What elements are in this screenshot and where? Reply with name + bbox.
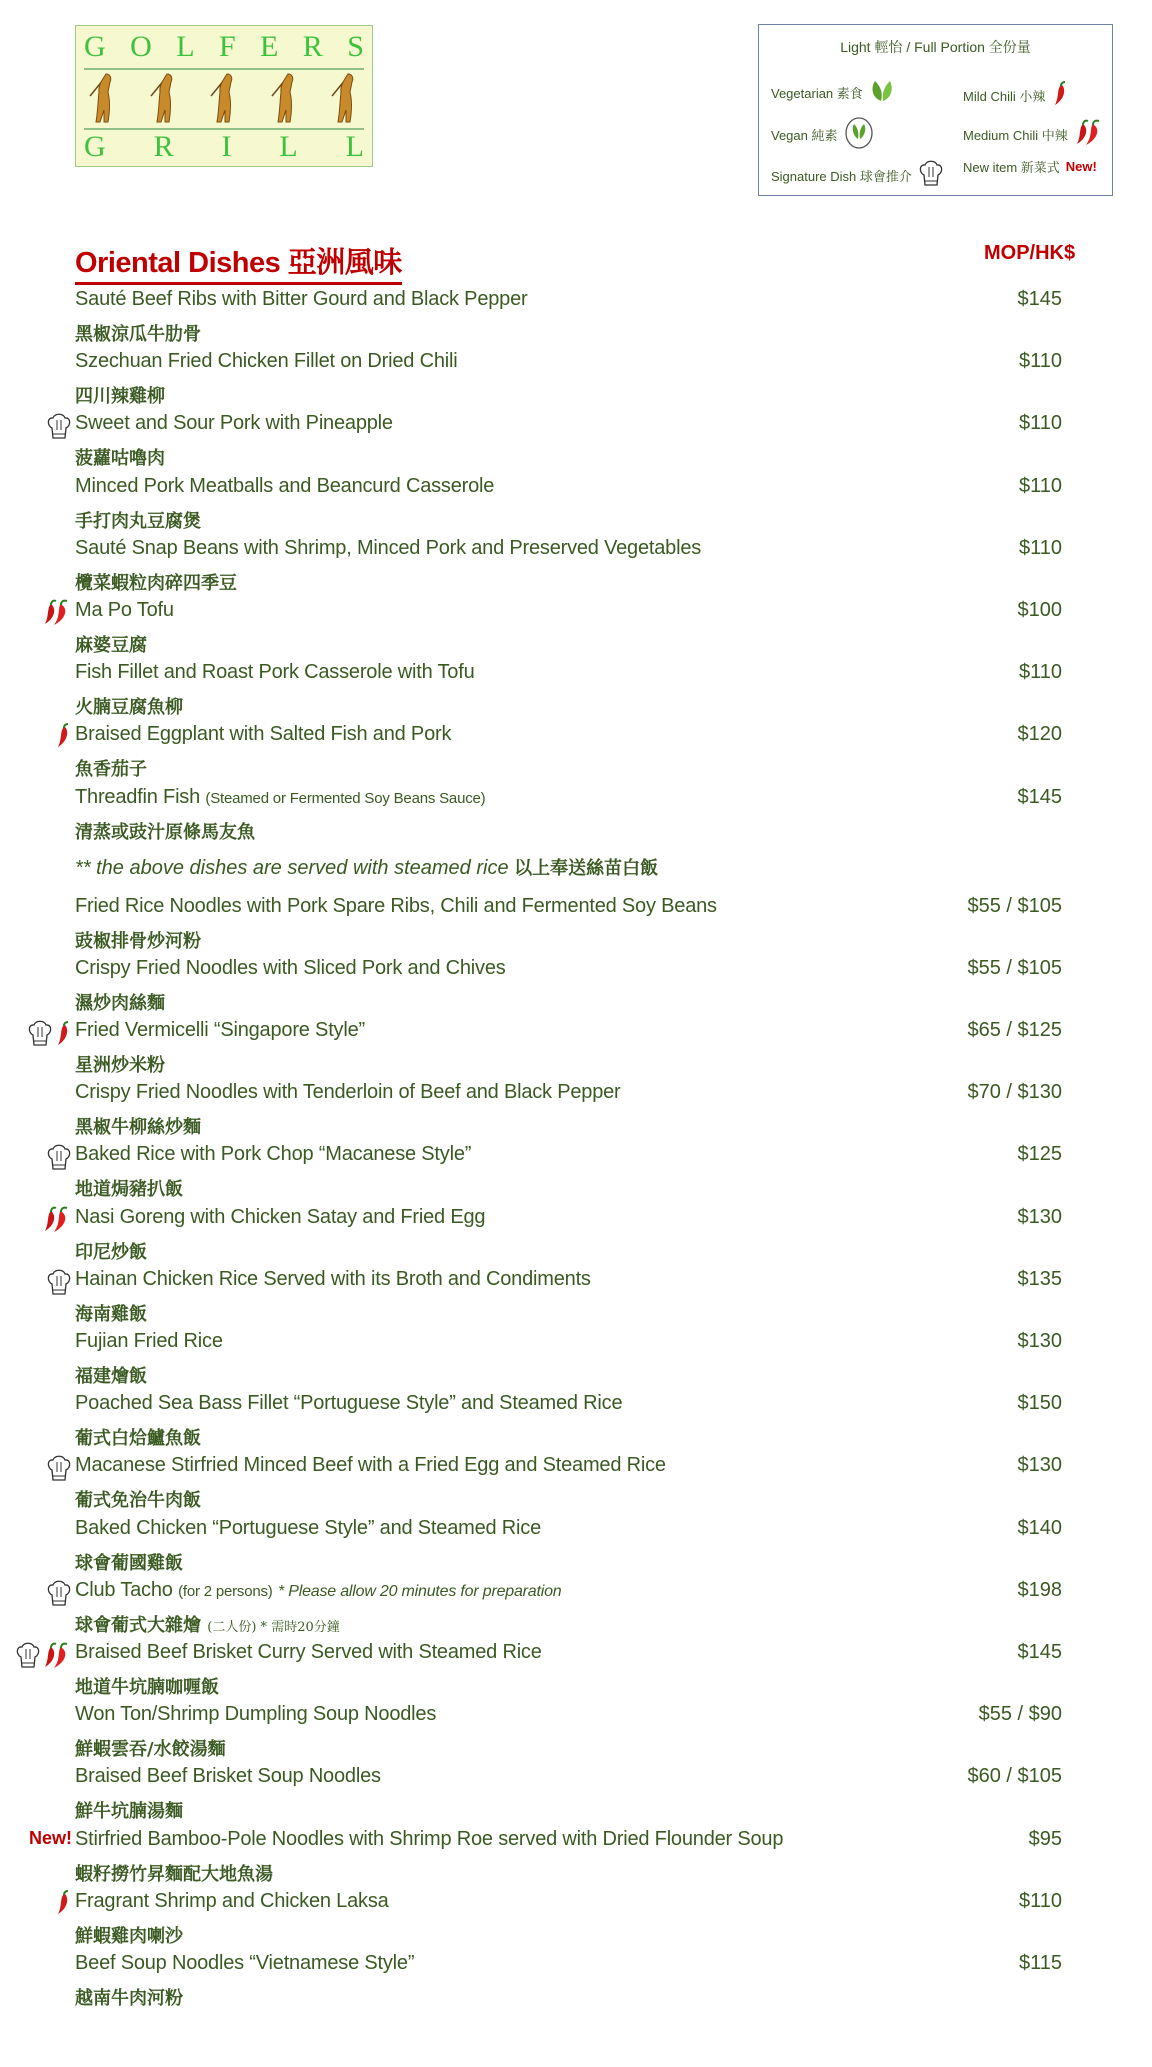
logo-letter: R [302,30,323,63]
logo-letter: G [84,30,106,63]
menu-item [0,410,1152,472]
dish-name-zh: 球會葡國雞飯 [75,1552,183,1574]
legend-vegan-label: Vegan 純素 [771,128,838,143]
dish-zh-line [75,1860,273,1886]
legend-signature [771,159,944,192]
dish-en-line [75,350,457,373]
dish-en-line [75,723,451,746]
section-title: Oriental Dishes 亞洲風味 [75,240,402,285]
golfers-grill-logo [75,25,373,167]
dish-name-zh: 葡式免治牛肉飯 [75,1490,201,1512]
chef-hat-icon [46,412,72,447]
menu-item [0,1763,1152,1825]
dish-price: $95 [1028,1827,1062,1850]
dish-zh-line [75,507,201,533]
dish-price: $65 / $125 [967,1019,1062,1042]
menu-item [0,1204,1152,1266]
dish-price: $135 [1017,1267,1062,1290]
dish-price: $150 [1017,1392,1062,1415]
dish-name-en: Fried Vermicelli “Singapore Style” [75,1019,365,1042]
dish-name-zh: 魚香茄子 [75,759,147,781]
dish-zh-line [75,320,201,346]
dish-price: $55 / $105 [967,956,1062,979]
dish-en-line [75,1828,783,1851]
logo-letter: I [221,130,232,163]
dish-en-line [75,1517,541,1540]
dish-name-en: Beef Soup Noodles “Vietnamese Style” [75,1951,415,1974]
dish-zh-line [75,569,237,595]
dish-name-zh: 鮮蝦雲吞/水餃湯麵 [75,1739,226,1761]
legend-vegetarian-label: Vegetarian 素食 [771,86,863,101]
dish-zh-line [75,1300,147,1326]
dish-icons [46,1143,72,1178]
dish-en-line [75,786,485,809]
dish-price: $110 [1018,536,1062,559]
dish-name-en: Baked Chicken “Portuguese Style” and Steamed Rice [75,1516,542,1539]
dish-price: $145 [1017,288,1062,310]
dish-name-zh: 麻婆豆腐 [75,634,147,656]
dish-name-zh: 菠蘿咕嚕肉 [75,448,165,470]
dish-en-line [75,475,494,498]
dish-icons [46,1454,72,1489]
dish-icons [42,1206,72,1239]
dish-detail: (Steamed or Fermented Soy Beans Sauce) [205,789,486,807]
menu-item [0,721,1152,783]
legend-medium-label: Medium Chili 中辣 [963,128,1068,143]
dish-icons [46,1579,72,1614]
dish-price: $130 [1017,1330,1062,1352]
legend-box [758,24,1113,196]
logo-top-letters [84,32,364,62]
dish-en-line [75,1641,542,1664]
dish-price: $120 [1017,723,1062,746]
dish-zh-line [75,631,147,657]
dish-zh-line [75,1673,219,1699]
menu-item [0,473,1152,535]
dish-name-en: Club Tacho [75,1578,173,1601]
legend-new-label: New item 新菜式 [963,160,1060,175]
chef-hat-icon [46,1268,72,1303]
dish-name-en: Ma Po Tofu [75,598,174,621]
dish-zh-line [75,989,165,1015]
dish-name-en: Poached Sea Bass Fillet “Portuguese Style” and Steamed Rice [75,1392,623,1415]
dish-price: $110 [1018,350,1062,373]
dish-name-zh: 福建燴飯 [75,1366,147,1387]
dish-price: $115 [1018,1951,1062,1974]
dish-icons [54,723,72,754]
dish-zh-line [75,818,255,844]
dish-name-en: Crispy Fried Noodles with Sliced Pork and Chives [75,956,506,979]
double-chili-icon [1074,119,1104,150]
leaf-icon [869,79,895,106]
dish-en-line [75,599,174,622]
dish-name-en: Sauté Beef Ribs with Bitter Gourd and Black Pepper [75,288,528,310]
dish-name-en: Baked Rice with Pork Chop “Macanese Style” [75,1143,472,1166]
dish-price: $145 [1017,785,1062,808]
dish-en-line [75,1206,485,1229]
chef-hat-icon [15,1641,41,1676]
chili-icon [54,723,72,754]
dish-en-line [75,1081,621,1104]
dish-name-zh: 黑椒牛柳絲炒麵 [75,1117,201,1139]
logo-letter: E [260,30,279,63]
legend-signature-label: Signature Dish 球會推介 [771,169,912,184]
dish-name-en: Braised Eggplant with Salted Fish and Pork [75,723,452,746]
menu-item [0,784,1152,846]
logo-letter: F [218,30,236,63]
dish-name-zh: 地道焗豬扒飯 [75,1179,183,1201]
legend-portion: Light 輕怡 / Full Portion 全份量 [840,39,1031,55]
dish-price: $70 / $130 [967,1081,1062,1104]
dish-price: $110 [1018,412,1062,435]
menu-item [0,286,1152,348]
chef-hat-icon [46,1579,72,1614]
new-badge: New! [1065,159,1097,174]
dish-name-zh: 星洲炒米粉 [75,1055,165,1077]
dish-en-line [75,1579,562,1602]
golfer-figures-icon [86,70,362,126]
dish-en-line [75,537,701,560]
dish-price: $145 [1017,1640,1062,1663]
dish-zh-line [75,1486,201,1512]
chili-icon [1051,81,1069,110]
chef-hat-icon [46,1454,72,1489]
menu-item [0,1390,1152,1452]
dish-price: $100 [1017,598,1062,621]
dish-en-line [75,1268,591,1291]
dish-zh-line [75,927,201,953]
logo-letter: G [84,130,106,163]
dish-zh-line [75,1238,147,1264]
dish-en-line [75,1765,381,1788]
dish-zh-line [75,1922,183,1948]
dish-name-en: Nasi Goreng with Chicken Satay and Fried Egg [75,1205,486,1228]
menu-item [0,348,1152,410]
dish-name-en: Minced Pork Meatballs and Beancurd Casserole [75,474,495,497]
menu-item [0,1826,1152,1888]
dish-name-en: Sauté Snap Beans with Shrimp, Minced Pork and Preserved Vegetables [75,536,702,559]
menu-item [0,1888,1152,1950]
dish-price: $110 [1018,661,1062,684]
legend-mild [963,81,1069,110]
logo-letter: O [130,30,152,63]
logo-letter: S [347,30,364,63]
dish-icons [46,1268,72,1303]
rice-note [0,846,1152,893]
menu-item [0,1452,1152,1514]
dish-name-en: Fujian Fried Rice [75,1330,223,1352]
dish-price: $140 [1017,1516,1062,1539]
dish-name-zh: 鮮牛坑腩湯麵 [75,1801,183,1823]
dish-name-en: Fragrant Shrimp and Chicken Laksa [75,1889,389,1912]
chili-icon [54,1890,72,1921]
dish-zh-line [75,382,165,408]
dish-price: $125 [1017,1143,1062,1166]
logo-letter: L [176,30,195,63]
menu-item [0,893,1152,955]
dish-icons [15,1641,72,1676]
dish-price: $130 [1017,1454,1062,1477]
double-chili-icon [42,1642,72,1675]
dish-name-en: Threadfin Fish [75,785,201,808]
dish-name-zh: 鮮蝦雞肉喇沙 [75,1925,183,1947]
chef-hat-icon [46,1143,72,1178]
dish-name-zh: 清蒸或豉汁原條馬友魚 [75,821,255,843]
menu-item [0,1141,1152,1203]
dish-en-line [75,288,527,311]
dish-name-zh: 葡式白烚鱸魚飯 [75,1428,201,1450]
dish-zh-line [75,1611,340,1637]
logo-letter: L [279,130,298,163]
dish-zh-line [75,1175,183,1201]
dish-en-line [75,1703,436,1726]
legend-new [963,157,1097,176]
chili-icon [54,1021,72,1052]
legend-vegan [771,117,874,152]
dish-name-en: Crispy Fried Noodles with Tenderloin of Beef and Black Pepper [75,1081,621,1104]
dish-name-zh: 地道牛坑腩咖喱飯 [75,1676,219,1698]
dish-name-en: Braised Beef Brisket Curry Served with Steamed Rice [75,1640,542,1663]
dish-name-zh: 手打肉丸豆腐煲 [75,510,201,532]
dish-name-zh: 欖菜蝦粒肉碎四季豆 [75,572,237,594]
menu-item [0,955,1152,1017]
dish-price: $55 / $90 [978,1703,1062,1726]
dish-name-zh: 濕炒肉絲麵 [75,992,165,1014]
dish-name-en: Fish Fillet and Roast Pork Casserole with Tofu [75,661,475,684]
dish-detail-zh: (二人份) * 需時20分鐘 [207,1619,340,1635]
dish-zh-line [75,1113,201,1139]
dish-en-line [75,1454,666,1477]
dish-name-en: Won Ton/Shrimp Dumpling Soup Noodles [75,1703,437,1726]
menu-item [0,535,1152,597]
dish-zh-line [75,444,165,470]
legend-vegetarian [771,79,895,106]
menu-item [0,1639,1152,1701]
dish-icons [29,1828,72,1849]
dish-zh-line [75,693,183,719]
dish-en-line [75,412,393,435]
dish-name-en: Hainan Chicken Rice Served with its Broth and Condiments [75,1267,591,1290]
dish-zh-line [75,1797,183,1823]
dish-name-en: Braised Beef Brisket Soup Noodles [75,1765,381,1788]
legend-medium [963,119,1104,150]
dish-en-line [75,1330,223,1353]
dish-name-zh: 豉椒排骨炒河粉 [75,930,201,952]
dish-en-line [75,661,475,684]
menu-item [0,597,1152,659]
menu-item [0,1950,1152,2012]
chef-hat-icon [918,159,944,192]
currency-label: MOP/HK$ [984,242,1076,264]
dish-zh-line [75,1984,183,2010]
dish-en-line [75,1143,471,1166]
dish-icons [46,412,72,447]
menu-item [0,1266,1152,1328]
double-chili-icon [42,599,72,632]
rice-note-en: ** the above dishes are served with steamed rice [75,856,509,879]
dish-zh-line [75,755,147,781]
logo-letter: L [345,130,364,163]
dish-en-line [75,1952,414,1975]
menu-item [0,1079,1152,1141]
menu-item [0,1017,1152,1079]
dish-name-en: Szechuan Fried Chicken Fillet on Dried Chili [75,350,458,373]
dish-price: $130 [1017,1205,1062,1228]
menu-item [0,1577,1152,1639]
dish-en-line [75,1392,622,1415]
menu-item [0,659,1152,721]
legend-mild-label: Mild Chili 小辣 [963,89,1046,104]
dish-zh-line [75,1362,147,1388]
menu-item [0,1328,1152,1390]
dish-zh-line [75,1549,183,1575]
dish-name-zh: 黑椒涼瓜牛肋骨 [75,324,201,345]
double-chili-icon [42,1206,72,1239]
menu-item [0,1701,1152,1763]
dish-price: $198 [1017,1578,1062,1601]
menu-list [0,286,1152,2012]
dish-name-zh: 越南牛肉河粉 [75,1987,183,2009]
dish-name-en: Sweet and Sour Pork with Pineapple [75,412,393,435]
dish-price: $55 / $105 [967,894,1062,917]
vegan-badge-icon [844,117,874,152]
dish-name-en: Fried Rice Noodles with Pork Spare Ribs, Chili and Fermented Soy Beans [75,894,717,917]
dish-icons [54,1890,72,1921]
dish-price: $110 [1018,474,1062,497]
dish-name-zh: 火腩豆腐魚柳 [75,697,183,719]
dish-name-en: Stirfried Bamboo-Pole Noodles with Shrimp Roe served with Dried Flounder Soup [75,1827,784,1850]
dish-name-zh: 四川辣雞柳 [75,386,165,408]
dish-en-line [75,895,717,918]
logo-bottom-letters [84,132,364,162]
dish-detail: (for 2 persons) [178,1582,273,1600]
rice-note-zh: 以上奉送絲苗白飯 [514,857,659,879]
dish-name-zh: 球會葡式大雜燴 [75,1614,201,1636]
chef-hat-icon [27,1019,53,1054]
dish-zh-line [75,1051,165,1077]
dish-name-en: Macanese Stirfried Minced Beef with a Fried Egg and Steamed Rice [75,1454,666,1477]
menu-item [0,1515,1152,1577]
dish-zh-line [75,1424,201,1450]
dish-name-zh: 海南雞飯 [75,1303,147,1325]
dish-zh-line [75,1735,226,1761]
dish-en-line [75,1890,389,1913]
dish-note: * Please allow 20 minutes for preparation [277,1582,562,1600]
dish-en-line [75,957,506,980]
dish-icons [27,1019,72,1054]
dish-price: $60 / $105 [967,1765,1062,1788]
dish-icons [42,599,72,632]
dish-en-line [75,1019,365,1042]
dish-price: $110 [1018,1889,1062,1912]
dish-name-zh: 蝦籽撈竹昇麵配大地魚湯 [75,1863,273,1885]
dish-name-zh: 印尼炒飯 [75,1241,147,1263]
logo-letter: R [153,130,174,163]
new-badge: New! [28,1827,72,1848]
